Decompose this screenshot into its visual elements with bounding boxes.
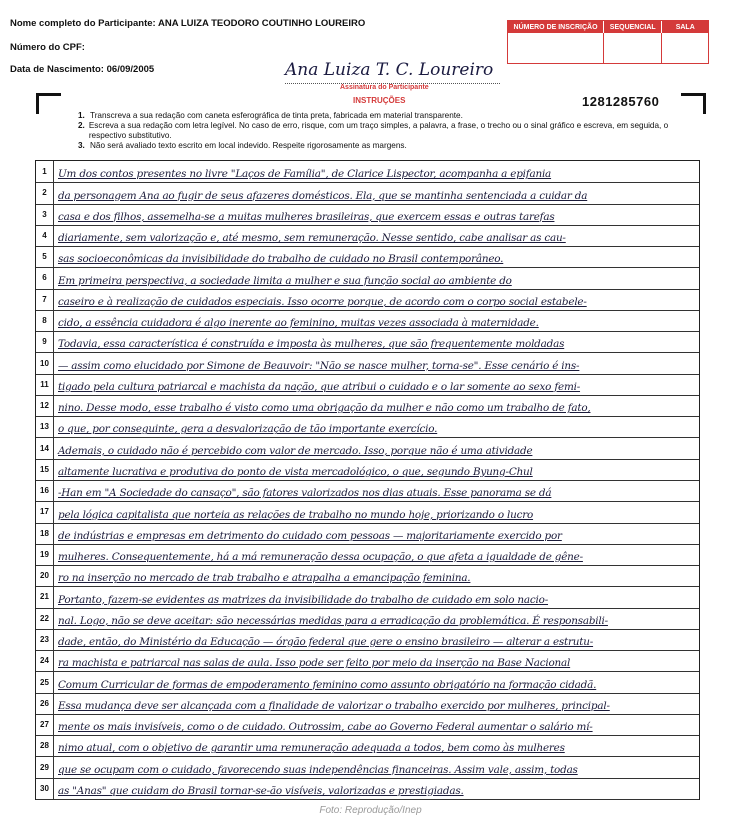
essay-line xyxy=(36,586,699,608)
form-code: 1281285760 xyxy=(582,94,660,109)
line-number: 3 xyxy=(36,204,54,225)
essay-line xyxy=(36,608,699,630)
line-text: nal. Logo, não se deve aceitar: são necessárias medidas para a erradicação da problemática. É responsabili- xyxy=(58,614,608,627)
sequential-header: SEQUENCIAL xyxy=(604,21,662,33)
instruction-number: 3. xyxy=(78,141,85,150)
essay-line xyxy=(36,416,699,438)
dob-row xyxy=(10,64,154,75)
essay-line xyxy=(36,544,699,566)
essay-line xyxy=(36,735,699,757)
line-number: 15 xyxy=(36,459,54,480)
participant-signature: Ana Luiza T. C. Loureiro xyxy=(285,60,494,80)
essay-line xyxy=(36,650,699,672)
essay-line xyxy=(36,523,699,545)
essay-line xyxy=(36,629,699,651)
essay-line xyxy=(36,480,699,502)
line-number: 30 xyxy=(36,778,54,799)
instructions-list xyxy=(78,111,688,151)
essay-line xyxy=(36,671,699,693)
registration-table xyxy=(507,20,709,64)
line-number: 6 xyxy=(36,267,54,288)
line-text: da personagem Ana ao fugir de seus afazeres domésticos. Ela, que se mantinha sentenciada a cuidar da xyxy=(58,189,588,202)
line-number: 11 xyxy=(36,374,54,395)
line-text: sas socioeconômicas da invisibilidade do trabalho de cuidado no Brasil contemporâneo. xyxy=(58,253,504,266)
essay-line xyxy=(36,778,699,800)
line-number: 17 xyxy=(36,501,54,522)
instruction-text: Transcreva a sua redação com caneta esferográfica de tinta preta, fabricada em material transparente. xyxy=(90,111,463,120)
participant-name-label: Nome completo do Participante: xyxy=(10,18,156,29)
line-text: que se ocupam com o cuidado, favorecendo suas independências financeiras. Assim vale, assim, todas xyxy=(58,763,578,776)
dob-value: 06/09/2005 xyxy=(106,64,155,75)
line-number: 26 xyxy=(36,693,54,714)
line-text: ra machista e patriarcal nas salas de aula. Isso pode ser feito por meio da inserção na Base Nacional xyxy=(58,657,571,670)
line-text: Ademais, o cuidado não é percebido com valor de mercado. Isso, porque não é uma atividade xyxy=(58,444,533,457)
line-text: casa e dos filhos, assemelha-se a muitas mulheres brasileiras, que exercem essas e outras tarefas xyxy=(58,210,555,223)
essay-line xyxy=(36,374,699,396)
room-cell xyxy=(662,33,708,63)
essay-line xyxy=(36,182,699,204)
essay-sheet xyxy=(35,160,700,800)
instruction-text: Não será avaliado texto escrito em local indevido. Respeite rigorosamente as margens. xyxy=(90,141,407,150)
line-text: — assim como elucidado por Simone de Beauvoir: "Não se nasce mulher, torna-se". Esse cenário é ins- xyxy=(58,359,580,372)
line-text: caseiro e à realização de cuidados especiais. Isso ocorre porque, de acordo com o corpo social estabele- xyxy=(58,295,587,308)
line-text: Em primeira perspectiva, a sociedade limita a mulher e sua função social ao ambiente do xyxy=(58,274,512,287)
line-text: tigado pela cultura patriarcal e machista da nação, que atribui o cuidado e o lar somente ao sexo femi- xyxy=(58,380,581,393)
line-text: Comum Curricular de formas de empoderamento feminino como assunto obrigatório na formação cidadã. xyxy=(58,678,597,691)
essay-line xyxy=(36,693,699,715)
instruction-number: 2. xyxy=(78,121,85,130)
line-text: pela lógica capitalista que norteia as relações de trabalho no mundo hoje, priorizando o lucro xyxy=(58,508,534,521)
line-text: Um dos contos presentes no livre "Laços de Família", de Clarice Lispector, acompanha a epifania xyxy=(58,168,552,181)
line-number: 25 xyxy=(36,671,54,692)
line-text: mulheres. Consequentemente, há a má remuneração dessa ocupação, o que afeta a igualdade de gêne- xyxy=(58,551,583,564)
line-text: Todavia, essa característica é construída e imposta às mulheres, que são frequentemente moldadas xyxy=(58,338,565,351)
line-text: o que, por conseguinte, gera a desvalorização de tão importante exercício. xyxy=(58,423,438,436)
line-text: nimo atual, com o objetivo de garantir uma remuneração adequada a todos, bem como às mulheres xyxy=(58,742,565,755)
line-number: 4 xyxy=(36,225,54,246)
line-number: 2 xyxy=(36,182,54,203)
line-number: 7 xyxy=(36,289,54,310)
line-text: dade, então, do Ministério da Educação — órgão federal que gere o ensino brasileiro — alterar a estrutu- xyxy=(58,636,594,649)
registration-number-header: NÚMERO DE INSCRIÇÃO xyxy=(508,21,604,33)
line-number: 12 xyxy=(36,395,54,416)
line-text: -Han em "A Sociedade do cansaço", são fatores valorizados nos dias atuais. Esse panorama se dá xyxy=(58,487,552,500)
essay-line xyxy=(36,756,699,778)
room-header: SALA xyxy=(675,23,695,31)
sequential-cell xyxy=(604,33,662,63)
essay-line xyxy=(36,246,699,268)
line-number: 20 xyxy=(36,565,54,586)
instructions-title: INSTRUÇÕES xyxy=(353,96,406,105)
essay-line xyxy=(36,204,699,226)
instruction-item xyxy=(78,141,688,151)
line-number: 22 xyxy=(36,608,54,629)
line-number: 19 xyxy=(36,544,54,565)
essay-line xyxy=(36,331,699,353)
line-text: de indústrias e empresas em detrimento do cuidado com pessoas — majoritariamente exercido por xyxy=(58,529,562,542)
line-text: Portanto, fazem-se evidentes as matrizes da invisibilidade do trabalho de cuidado em solo nacio- xyxy=(58,593,549,606)
line-text: Essa mudança deve ser alcançada com a finalidade de valorizar o trabalho exercido por mulheres, principal- xyxy=(58,699,610,712)
line-number: 14 xyxy=(36,437,54,458)
essay-line xyxy=(36,289,699,311)
dob-label: Data de Nascimento: xyxy=(10,64,104,75)
line-number: 8 xyxy=(36,310,54,331)
line-number: 16 xyxy=(36,480,54,501)
photo-credit: Foto: Reprodução/Inep xyxy=(319,805,422,816)
instruction-item xyxy=(78,111,688,121)
corner-mark-left xyxy=(36,93,61,114)
essay-line xyxy=(36,267,699,289)
essay-line xyxy=(36,501,699,523)
essay-line xyxy=(36,395,699,417)
essay-line xyxy=(36,565,699,587)
line-number: 24 xyxy=(36,650,54,671)
essay-line xyxy=(36,225,699,247)
instruction-number: 1. xyxy=(78,111,85,120)
line-number: 9 xyxy=(36,331,54,352)
line-number: 23 xyxy=(36,629,54,650)
line-number: 5 xyxy=(36,246,54,267)
line-number: 28 xyxy=(36,735,54,756)
essay-line xyxy=(36,161,699,183)
line-text: mente os mais invisíveis, como o de cuidado. Outrossim, cabe ao Governo Federal aumentar o salário mí- xyxy=(58,721,593,734)
cpf-label: Número do CPF: xyxy=(10,42,85,53)
signature-caption: Assinatura do Participante xyxy=(340,84,429,91)
line-text: cido, a essência cuidadora é algo inerente ao feminino, muitas vezes associada à maternidade. xyxy=(58,317,539,330)
line-text: as "Anas" que cuidam do Brasil tornar-se-ão visíveis, valorizadas e prestigiadas. xyxy=(58,784,464,797)
line-number: 27 xyxy=(36,714,54,735)
essay-line xyxy=(36,714,699,736)
line-number: 21 xyxy=(36,586,54,607)
participant-name-row xyxy=(10,18,365,29)
line-text: altamente lucrativa e produtiva do ponto de vista mercadológico, o que, segundo Byung-Chul xyxy=(58,465,533,478)
line-number: 13 xyxy=(36,416,54,437)
line-number: 29 xyxy=(36,756,54,777)
line-number: 10 xyxy=(36,352,54,373)
essay-line xyxy=(36,310,699,332)
essay-line xyxy=(36,437,699,459)
participant-name-value: ANA LUIZA TEODORO COUTINHO LOUREIRO xyxy=(157,18,366,29)
line-number: 18 xyxy=(36,523,54,544)
line-text: ro na inserção no mercado de trab trabalho e atrapalha a emancipação feminina. xyxy=(58,572,471,585)
line-number: 1 xyxy=(36,161,54,182)
essay-line xyxy=(36,459,699,481)
registration-number-cell xyxy=(508,33,604,63)
line-text: diariamente, sem valorização e, até mesmo, sem remuneração. Nesse sentido, cabe analisar as cau- xyxy=(58,232,566,245)
cpf-row xyxy=(10,42,85,53)
essay-line xyxy=(36,352,699,374)
instruction-item xyxy=(78,121,688,141)
instruction-text: Escreva a sua redação com letra legível. No caso de erro, risque, com um traço simples, a palavra, a frase, o trecho ou o sinal gráfico e escreva, em seguida, o respectivo substitutivo. xyxy=(88,121,669,140)
line-text: nino. Desse modo, esse trabalho é visto como uma obrigação da mulher e não como um trabalho de fato, xyxy=(58,402,591,415)
